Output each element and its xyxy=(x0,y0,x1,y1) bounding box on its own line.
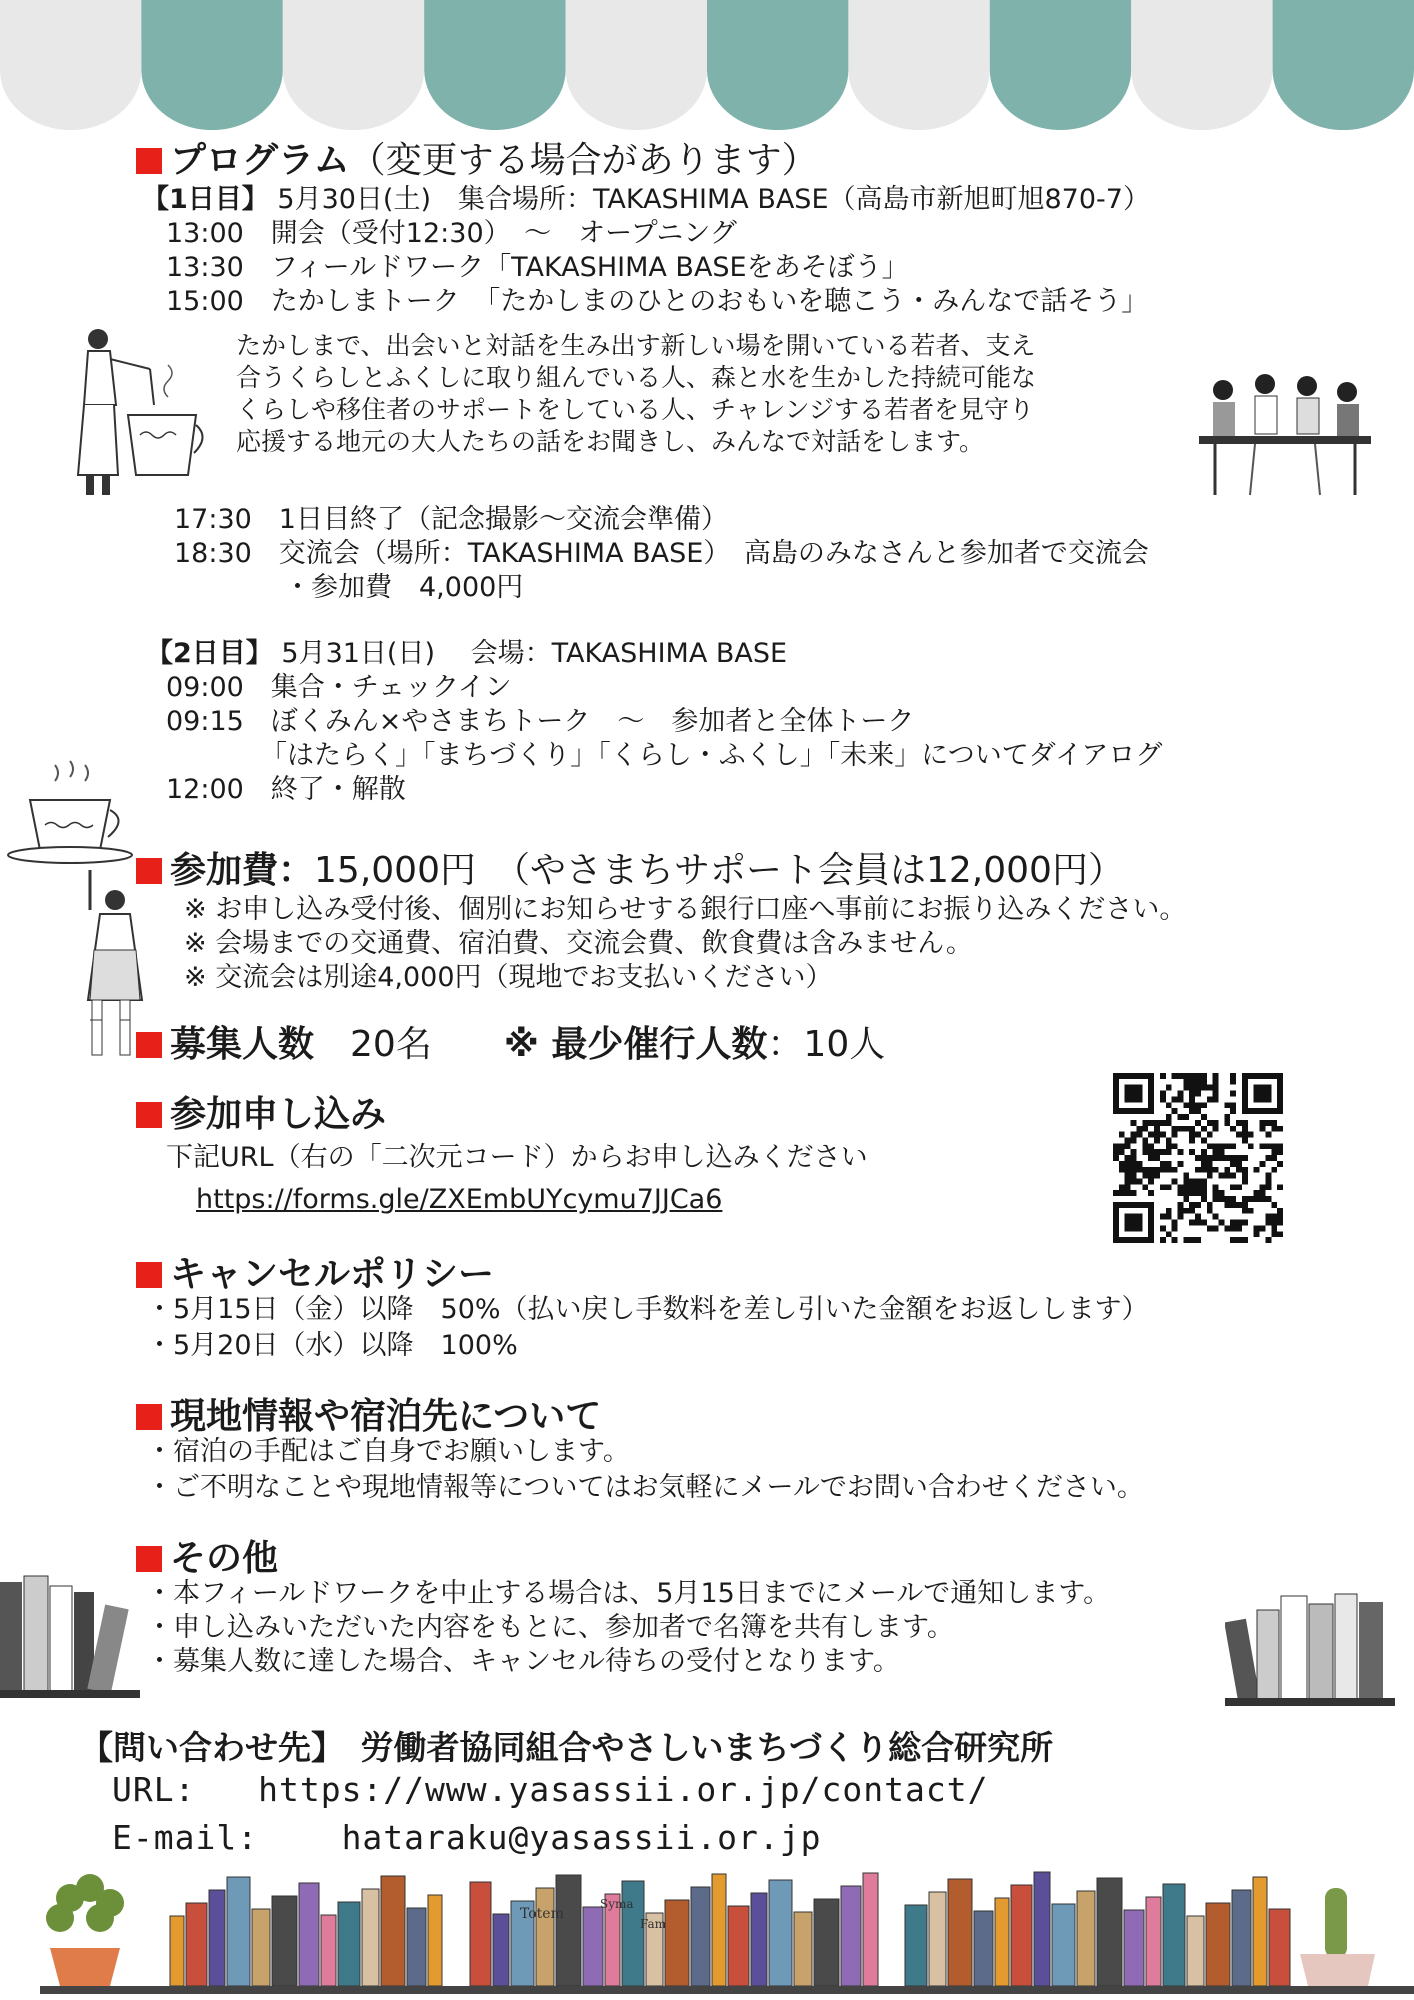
coffee-cup-illustration xyxy=(0,755,140,870)
heading-marker xyxy=(136,858,162,884)
day1-evening-item: 17:30 1日目終了（記念撮影～交流会準備） xyxy=(174,504,728,535)
contact-url-label: URL: xyxy=(112,1770,196,1809)
other-item: ・申し込みいただいた内容をもとに、参加者で名簿を共有します。 xyxy=(146,1612,954,1643)
awning-stripe xyxy=(990,0,1131,130)
cancel-item: ・5月20日（水）以降 100% xyxy=(146,1330,518,1361)
day1-header: 【1日目】 5月30日(土) 集合場所：TAKASHIMA BASE（高島市新旭町旭870-7） xyxy=(142,184,1150,215)
book-spine xyxy=(321,1915,336,1986)
book-spine xyxy=(493,1914,509,1986)
book-spine xyxy=(929,1892,946,1986)
books-right-illustration xyxy=(1225,1590,1395,1710)
heading-marker xyxy=(136,1262,162,1288)
book-spine xyxy=(381,1876,405,1986)
book-spine xyxy=(252,1909,270,1986)
heading-marker xyxy=(136,1032,162,1058)
awning-stripe xyxy=(283,0,424,130)
people-talking-illustration xyxy=(1195,370,1375,500)
heading-marker xyxy=(136,1546,162,1572)
book-spine xyxy=(209,1890,225,1986)
local-heading: 現地情報や宿泊先について xyxy=(136,1388,601,1439)
book-spine xyxy=(170,1916,184,1986)
day1-description-line: 応援する地元の大人たちの話をお聞きし、みんなで対話をします。 xyxy=(236,427,985,456)
fee-note: ※ 会場までの交通費、宿泊費、交流会費、飲食費は含みません。 xyxy=(184,928,973,959)
book-title: Syma xyxy=(600,1897,634,1911)
qr-code[interactable] xyxy=(1113,1073,1283,1243)
book-spine xyxy=(362,1889,379,1986)
book-spine xyxy=(1011,1885,1032,1986)
contact-email-row xyxy=(112,1818,822,1857)
book-spine xyxy=(794,1912,812,1986)
awning-stripe xyxy=(141,0,282,130)
book-spine xyxy=(536,1888,554,1986)
heading-marker xyxy=(136,1404,162,1430)
book-spine xyxy=(948,1879,972,1986)
book-spine xyxy=(299,1883,319,1986)
day1-item: 13:30 フィールドワーク「TAKASHIMA BASEをあそぼう」 xyxy=(166,252,909,283)
book-spine xyxy=(1206,1903,1230,1986)
book-spine xyxy=(1052,1904,1075,1986)
book-spine xyxy=(227,1877,250,1986)
book-title: Fam xyxy=(640,1917,667,1931)
apply-heading: 参加申し込み xyxy=(136,1086,386,1137)
book-spine xyxy=(769,1880,792,1986)
coffee-pour-illustration xyxy=(58,325,208,500)
fee-heading: 参加費：15,000円 （やさまちサポート会員は12,000円） xyxy=(136,842,1124,893)
fee-note: ※ 交流会は別途4,000円（現地でお支払いください） xyxy=(184,962,833,993)
day2-item: 12:00 終了・解散 xyxy=(166,774,406,805)
book-spine xyxy=(556,1875,581,1986)
day1-description-line: くらしや移住者のサポートをしている人、チャレンジする若者を見守り xyxy=(236,395,1035,424)
book-spine xyxy=(186,1903,207,1986)
book-spine xyxy=(665,1900,689,1986)
awning-stripe xyxy=(566,0,707,130)
cactus-pot xyxy=(1300,1954,1375,1986)
day1-item: 15:00 たかしまトーク 「たかしまのひとのおもいを聴こう・みんなで話そう」 xyxy=(166,286,1149,317)
apply-text: 下記URL（右の「二次元コード）からお申し込みください xyxy=(166,1142,868,1173)
book-title: Totem xyxy=(520,1906,564,1922)
awning-stripe xyxy=(424,0,565,130)
book-spine xyxy=(1253,1877,1267,1986)
heading-marker xyxy=(136,1102,162,1128)
book-spine xyxy=(1034,1872,1050,1986)
book-spine xyxy=(814,1899,839,1986)
plant-pot xyxy=(50,1948,120,1986)
local-item: ・ご不明なことや現地情報等についてはお気軽にメールでお問い合わせください。 xyxy=(146,1472,1144,1503)
day2-header: 【2日目】 5月31日(日) 会場：TAKASHIMA BASE xyxy=(146,638,788,669)
recruit-heading: 募集人数 20名 ※ 最少催行人数：10人 xyxy=(136,1016,885,1067)
cactus xyxy=(1325,1888,1347,1958)
awning-stripe xyxy=(1131,0,1272,130)
apply-url-wrapper xyxy=(196,1184,722,1216)
day1-description-line: 合うくらしとふくしに取り組んでいる人、森と水を生かした持続可能な xyxy=(236,363,1037,392)
day1-evening-item: 18:30 交流会（場所：TAKASHIMA BASE） 高島のみなさんと参加者で交流会 xyxy=(174,538,1149,569)
day2-item: 「はたらく」「まちづくり」「くらし・ふくし」「未来」についてダイアログ xyxy=(260,740,1163,771)
book-spine xyxy=(691,1887,710,1986)
book-spine xyxy=(1163,1884,1185,1986)
book-spine xyxy=(1097,1878,1122,1986)
book-spine xyxy=(1187,1916,1204,1986)
contact-email-label: E-mail: xyxy=(112,1818,259,1857)
other-item: ・本フィールドワークを中止する場合は、5月15日までにメールで通知します。 xyxy=(146,1578,1111,1609)
fee-note: ※ お申し込み受付後、個別にお知らせする銀行口座へ事前にお振り込みください。 xyxy=(184,894,1187,925)
contact-url-row xyxy=(112,1770,988,1809)
book-spine xyxy=(863,1873,878,1986)
plant-leaf xyxy=(46,1904,74,1932)
book-spine xyxy=(1269,1909,1290,1986)
book-spine xyxy=(428,1895,442,1986)
contact-header: 【問い合わせ先】 労働者協同組合やさしいまちづくり総合研究所 xyxy=(80,1728,1054,1767)
book-spine xyxy=(728,1906,749,1986)
day1-evening-fee: ・参加費 4,000円 xyxy=(284,572,524,603)
book-spine xyxy=(905,1905,927,1986)
book-spine xyxy=(995,1898,1009,1986)
plant-leaf xyxy=(86,1904,114,1932)
book-spine xyxy=(407,1908,426,1986)
day2-item: 09:15 ぼくみん×やさまちトーク ～ 参加者と全体トーク xyxy=(166,706,915,737)
book-spine xyxy=(841,1886,861,1986)
cancel-heading: キャンセルポリシー xyxy=(136,1246,494,1297)
book-spine xyxy=(1124,1910,1144,1986)
day2-item: 09:00 集合・チェックイン xyxy=(166,672,512,703)
book-spine xyxy=(712,1874,726,1986)
program-heading: プログラム（変更する場合があります） xyxy=(136,132,818,183)
local-item: ・宿泊の手配はご自身でお願いします。 xyxy=(146,1436,630,1467)
apply-url-link[interactable]: https://forms.gle/ZXEmbUYcymu7JJCa6 xyxy=(196,1184,723,1215)
awning-stripe xyxy=(707,0,848,130)
heading-marker xyxy=(136,148,162,174)
book-spine xyxy=(751,1893,767,1986)
book-spine xyxy=(272,1896,297,1986)
book-spine xyxy=(470,1882,491,1986)
awning-stripe xyxy=(1273,0,1414,130)
books-left-illustration xyxy=(0,1572,150,1702)
awning-stripe xyxy=(0,0,141,130)
book-spine xyxy=(1146,1897,1161,1986)
other-heading: その他 xyxy=(136,1530,278,1581)
book-spine xyxy=(1077,1891,1095,1986)
book-spine xyxy=(583,1907,603,1986)
cancel-item: ・5月15日（金）以降 50%（払い戻し手数料を差し引いた金額をお返しします） xyxy=(146,1294,1149,1325)
bookshelf-illustration xyxy=(0,1858,1414,2000)
day1-description-line: たかしまで、出会いと対話を生み出す新しい場を開いている若者、支え xyxy=(236,331,1036,360)
awning-icon xyxy=(0,0,1414,130)
contact-url-link[interactable]: https://www.yasassii.or.jp/contact/ xyxy=(258,1770,989,1809)
book-spine xyxy=(974,1911,993,1986)
book-spine xyxy=(338,1902,360,1986)
book-spine xyxy=(1232,1890,1251,1986)
contact-email-link[interactable]: hataraku@yasassii.or.jp xyxy=(341,1818,822,1857)
day1-item: 13:00 開会（受付12:30） ～ オープニング xyxy=(166,218,737,249)
awning-stripe xyxy=(848,0,989,130)
other-item: ・募集人数に達した場合、キャンセル待ちの受付となります。 xyxy=(146,1646,900,1677)
